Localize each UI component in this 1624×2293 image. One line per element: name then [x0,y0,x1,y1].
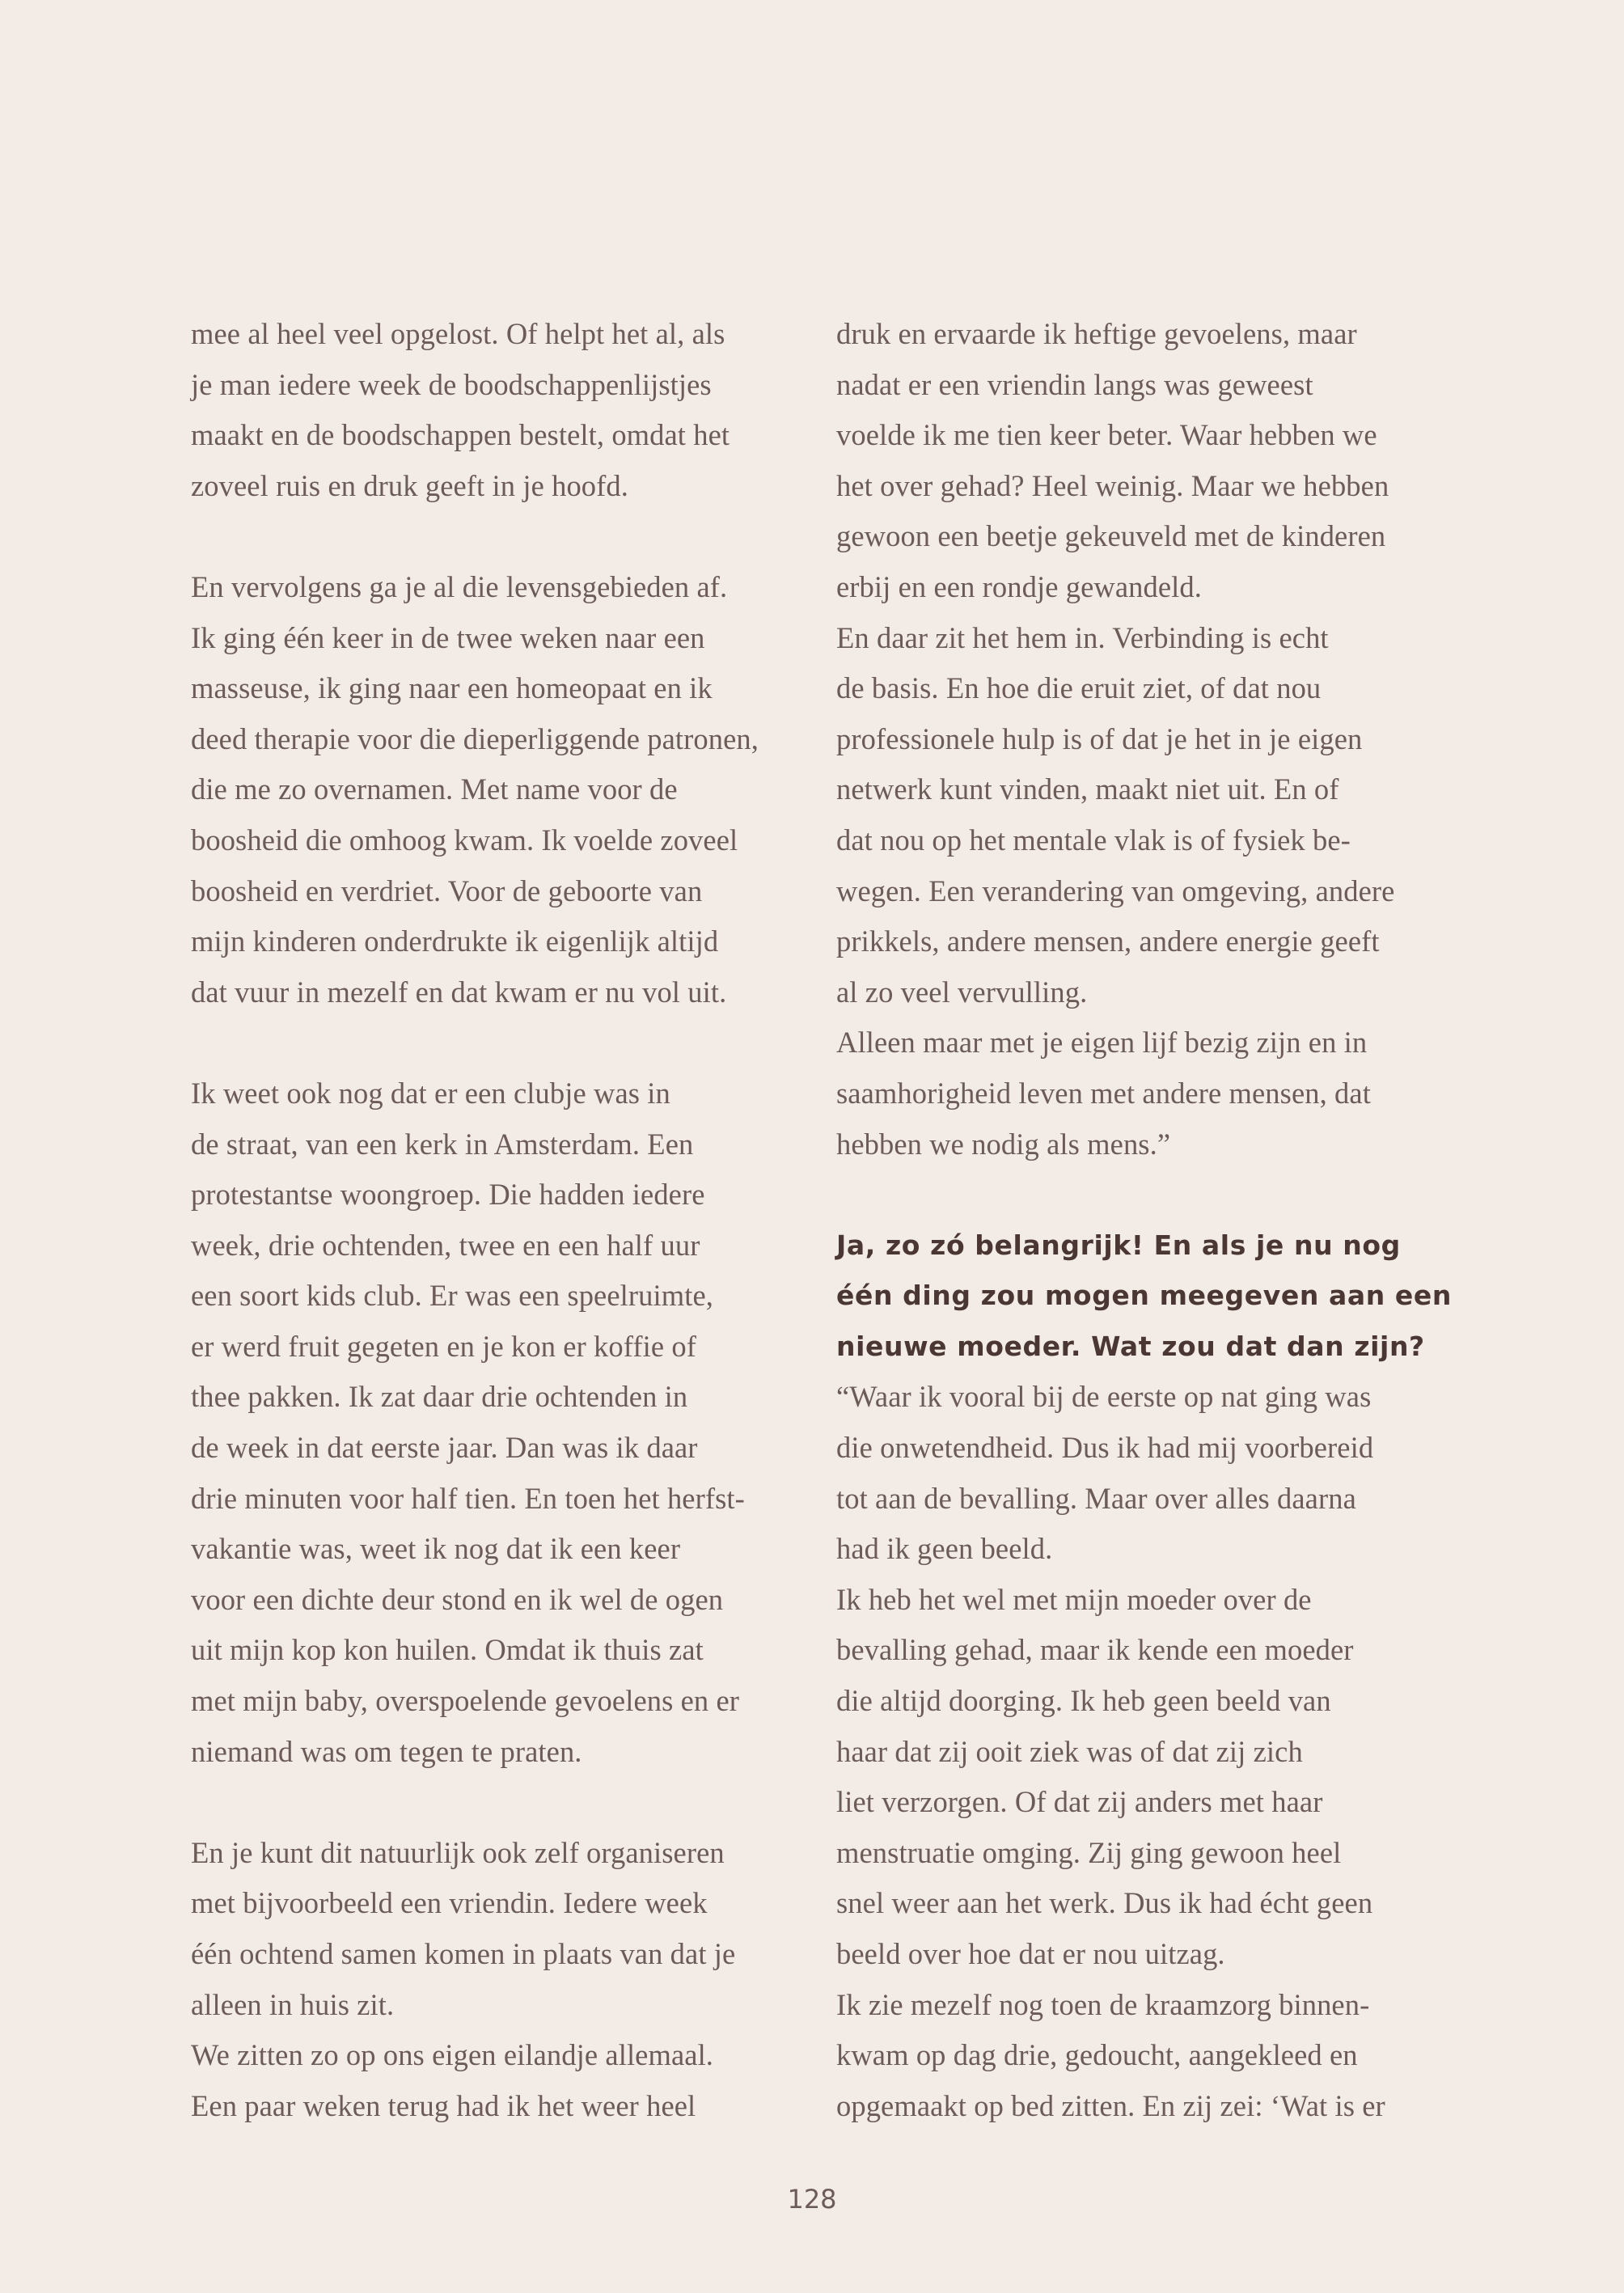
text-line: met mijn baby, overspoelende gevoelens en er [191,1684,740,1718]
text-line: beeld over hoe dat er nou uitzag. [836,1937,1225,1970]
text-line: boosheid die omhoog kwam. Ik voelde zoveel [191,823,738,857]
question-line: nieuwe moeder. Wat zou dat dan zijn? [836,1330,1425,1362]
text-line: zoveel ruis en druk geeft in je hoofd. [191,468,628,502]
text-line: Ik zie mezelf nog toen de kraamzorg binnen- [836,1987,1370,2021]
text-line: die onwetendheid. Dus ik had mij voorbereid [836,1431,1374,1465]
text-line: je man iedere week de boodschappenlijstjes [191,367,712,401]
text-line: Een paar weken terug had ik het weer heel [191,2088,696,2122]
text-line: netwerk kunt vinden, maakt niet uit. En of [836,772,1339,806]
text-line: die altijd doorging. Ik heb geen beeld van [836,1684,1331,1718]
question-line: één ding zou mogen meegeven aan een [836,1280,1452,1312]
text-line: gewoon een beetje gekeuveld met de kinderen [836,519,1386,553]
paragraph-gap [191,511,822,562]
text-line: wegen. Een verandering van omgeving, andere [836,874,1395,907]
text-line: al zo veel vervulling. [836,975,1088,1009]
text-line: bevalling gehad, maar ik kende een moeder [836,1633,1354,1667]
text-line: alleen in huis zit. [191,1987,395,2021]
text-line: prikkels, andere mensen, andere energie geeft [836,924,1380,958]
text-line: En je kunt dit natuurlijk ook zelf organiseren [191,1835,725,1869]
paragraph [836,309,1463,1170]
text-line: voor een dichte deur stond en ik wel de ogen [191,1582,724,1616]
text-line: een soort kids club. Er was een speelruimte, [191,1279,714,1313]
text-line: saamhorigheid leven met andere mensen, dat [836,1076,1371,1110]
text-line: masseuse, ik ging naar een homeopaat en ik [191,671,713,705]
text-line: de straat, van een kerk in Amsterdam. Een [191,1127,694,1161]
text-line: opgemaakt op bed zitten. En zij zei: ‘Wat is er [836,2088,1385,2122]
text-line: druk en ervaarde ik heftige gevoelens, maar [836,317,1357,350]
text-line: met bijvoorbeeld een vriendin. Iedere week [191,1886,708,1920]
question-line: Ja, zo zó belangrijk! En als je nu nog [836,1229,1401,1261]
text-line: kwam op dag drie, gedoucht, aangekleed en [836,2038,1358,2072]
paragraph-gap [836,1170,1463,1221]
text-line: die me zo overnamen. Met name voor de [191,772,678,806]
paragraph-gap [191,1777,822,1828]
text-line: drie minuten voor half tien. En toen het herfst- [191,1481,745,1515]
text-line: “Waar ik vooral bij de eerste op nat ging was [836,1380,1372,1414]
left-column [191,309,822,2131]
text-line: hebben we nodig als mens.” [836,1127,1171,1161]
text-line: week, drie ochtenden, twee en een half uur [191,1228,700,1262]
text-line: er werd fruit gegeten en je kon er koffie of [191,1329,696,1363]
text-line: mee al heel veel opgelost. Of helpt het al, als [191,317,725,350]
text-line: menstruatie omging. Zij ging gewoon heel [836,1835,1342,1869]
text-line: had ik geen beeld. [836,1532,1053,1566]
text-line: tot aan de bevalling. Maar over alles daarna [836,1481,1356,1515]
text-line: maakt en de boodschappen bestelt, omdat het [191,418,730,452]
text-line: protestantse woongroep. Die hadden iedere [191,1178,705,1212]
text-line: erbij en een rondje gewandeld. [836,569,1202,603]
right-column [836,309,1463,2131]
paragraph [191,1068,822,1777]
text-line: dat vuur in mezelf en dat kwam er nu vol uit. [191,975,727,1009]
text-line: thee pakken. Ik zat daar drie ochtenden in [191,1380,688,1414]
text-line: haar dat zij ooit ziek was of dat zij zich [836,1734,1303,1768]
paragraph [191,309,822,511]
text-line: deed therapie voor die dieperliggende patronen, [191,721,759,755]
text-line: Ik weet ook nog dat er een clubje was in [191,1076,670,1110]
text-line: vakantie was, weet ik nog dat ik een keer [191,1532,681,1566]
text-line: Ik ging één keer in de twee weken naar een [191,620,705,654]
text-line: uit mijn kop kon huilen. Omdat ik thuis zat [191,1633,704,1667]
paragraph [191,1828,822,2132]
text-line: voelde ik me tien keer beter. Waar hebben we [836,418,1377,452]
paragraph [191,562,822,1017]
interview-question [836,1221,1463,2132]
text-line: nadat er een vriendin langs was geweest [836,367,1313,401]
text-line: En daar zit het hem in. Verbinding is echt [836,620,1329,654]
text-line: boosheid en verdriet. Voor de geboorte van [191,874,703,907]
text-line: mijn kinderen onderdrukte ik eigenlijk altijd [191,924,719,958]
text-line: de week in dat eerste jaar. Dan was ik daar [191,1431,698,1465]
text-line: de basis. En hoe die eruit ziet, of dat nou [836,671,1322,705]
text-line: liet verzorgen. Of dat zij anders met haar [836,1785,1323,1819]
text-line: niemand was om tegen te praten. [191,1734,582,1768]
text-line: professionele hulp is of dat je het in je eigen [836,721,1363,755]
text-line: Ik heb het wel met mijn moeder over de [836,1582,1312,1616]
text-line: Alleen maar met je eigen lijf bezig zijn en in [836,1026,1368,1060]
page-number: 128 [787,2184,837,2215]
text-line: We zitten zo op ons eigen eilandje allemaal. [191,2038,714,2072]
text-line: snel weer aan het werk. Dus ik had écht geen [836,1886,1373,1920]
paragraph-gap [191,1017,822,1068]
text-line: dat nou op het mentale vlak is of fysiek be- [836,823,1351,857]
text-line: het over gehad? Heel weinig. Maar we hebben [836,468,1389,502]
text-line: En vervolgens ga je al die levensgebieden af. [191,569,728,603]
text-line: één ochtend samen komen in plaats van dat je [191,1937,736,1970]
